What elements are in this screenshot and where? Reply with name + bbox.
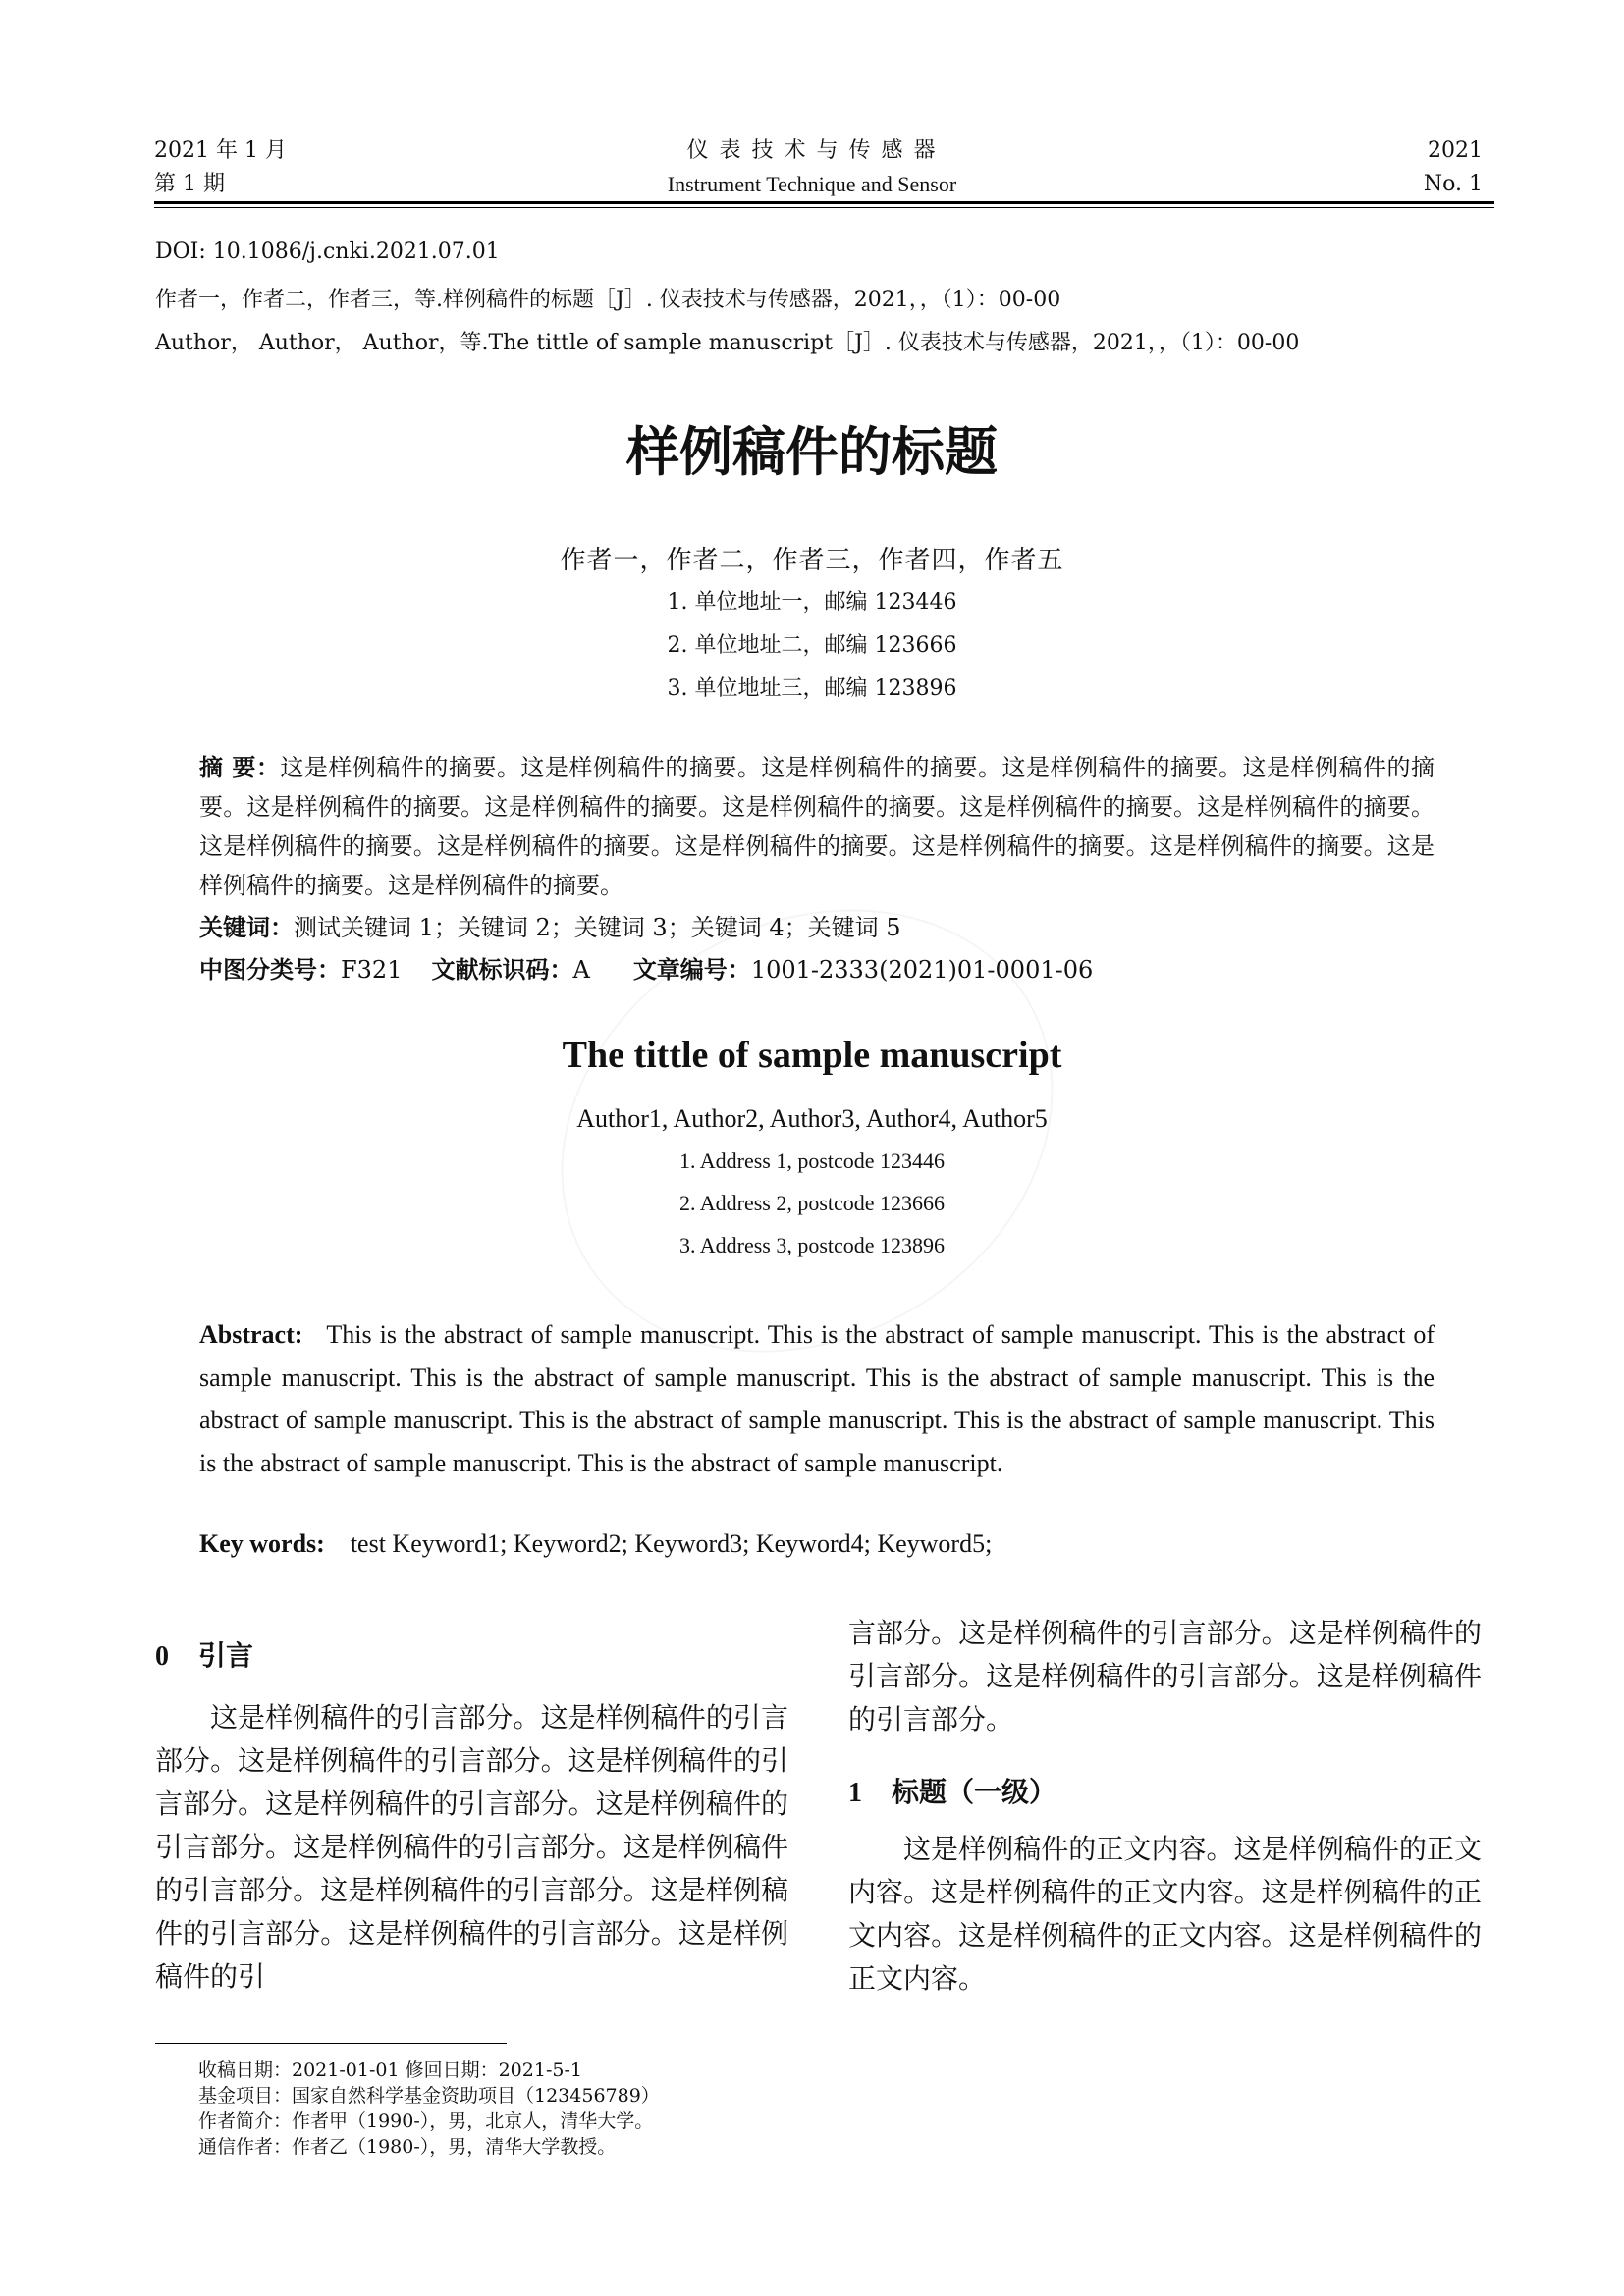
abstract-en-label: Abstract:	[199, 1320, 303, 1349]
keywords-cn-text: 测试关键词 1；关键词 2；关键词 3；关键词 4；关键词 5	[294, 914, 901, 941]
address-cn-3: 3. 单位地址三，邮编 123896	[667, 676, 957, 701]
journal-name-cn: 仪 表 技 术 与 传 感 器	[686, 138, 938, 163]
footnote-rule	[155, 2043, 507, 2044]
citation-cn: 作者一，作者二，作者三，等.样例稿件的标题［J］. 仪表技术与传感器，2021，，（1）：00-00	[155, 288, 1061, 312]
section-0-number: 0	[155, 1641, 169, 1672]
keywords-cn-label: 关键词：	[199, 914, 294, 941]
section-1-heading	[848, 1771, 1056, 1810]
doi-line: DOI: 10.1086/j.cnki.2021.07.01	[155, 240, 500, 264]
authors-cn: 作者一，作者二，作者三，作者四，作者五	[560, 546, 1064, 575]
article-number-value: 1001-2333(2021)01-0001-06	[750, 956, 1094, 984]
keywords-en-label: Key words:	[199, 1529, 325, 1558]
article-number-label: 文章编号：	[632, 956, 751, 984]
footnote-received: 收稿日期：2021-01-01 修回日期：2021-5-1	[198, 2059, 582, 2081]
class-label: 中图分类号：	[199, 956, 341, 984]
abstract-cn	[199, 748, 1435, 905]
class-value: F321	[341, 956, 403, 984]
paper-title-cn: 样例稿件的标题	[626, 421, 998, 483]
header-number: No. 1	[1423, 172, 1483, 196]
address-en-1: 1. Address 1, postcode 123446	[678, 1148, 946, 1173]
address-cn-1: 1. 单位地址一，邮编 123446	[667, 590, 957, 614]
header-year: 2021	[1428, 138, 1483, 163]
header-rule-thick	[154, 201, 1494, 204]
doc-code-value: A	[572, 956, 590, 984]
intro-paragraph-left: 这是样例稿件的引言部分。这是样例稿件的引言部分。这是样例稿件的引言部分。这是样例稿件的引言部分。这是样例稿件的引言部分。这是样例稿件的引言部分。这是样例稿件的引言部分。这是样例稿件的引言部分。这是样例稿件的引言部分。这是样例稿件的引言部分。这是样例稿件的引言部分。这是样例稿件的引	[155, 1701, 788, 1993]
section-1-title: 标题（一级）	[892, 1776, 1057, 1808]
header-issue: 第 1 期	[154, 172, 225, 196]
section-0-heading	[155, 1634, 253, 1674]
paper-title-en: The tittle of sample manuscript	[562, 1035, 1062, 1076]
keywords-en	[199, 1529, 992, 1559]
address-cn-2: 2. 单位地址二，邮编 123666	[667, 633, 957, 658]
abstract-en-text: This is the abstract of sample manuscript. This is the abstract of sample manuscript. This is the abstract of sample manuscript. This is the abstract of sample manuscript. This is the abstract of sample manuscript. This is the abstract of sample manuscript. This is the abstract of sample manuscript. This is the abstract of sample manuscript. This is the abstract of sample manuscript. This is the abstract of sample manuscript.	[199, 1320, 1435, 1477]
footnote-author-bio: 作者简介：作者甲（1990-），男，北京人，清华大学。	[198, 2110, 654, 2132]
abstract-cn-label: 摘 要：	[199, 754, 281, 781]
address-en-3: 3. Address 3, postcode 123896	[678, 1233, 946, 1257]
footnote-corresponding: 通信作者：作者乙（1980-），男，清华大学教授。	[198, 2136, 617, 2158]
doc-code-label: 文献标识码：	[431, 956, 573, 984]
section-1-paragraph: 这是样例稿件的正文内容。这是样例稿件的正文内容。这是样例稿件的正文内容。这是样例稿件的正文内容。这是样例稿件的正文内容。这是样例稿件的正文内容。	[848, 1833, 1482, 1995]
authors-en: Author1, Author2, Author3, Author4, Author5	[576, 1104, 1048, 1133]
intro-paragraph-right: 言部分。这是样例稿件的引言部分。这是样例稿件的引言部分。这是样例稿件的引言部分。这是样例稿件的引言部分。	[848, 1617, 1482, 1735]
header-rule-thin	[154, 207, 1494, 208]
keywords-en-text: test Keyword1; Keyword2; Keyword3; Keyword4; Keyword5;	[350, 1529, 993, 1558]
header-date: 2021 年 1 月	[154, 138, 287, 163]
section-0-title: 引言	[198, 1639, 254, 1672]
footnote-funding: 基金项目：国家自然科学基金资助项目（123456789）	[198, 2085, 660, 2107]
citation-en: Author， Author， Author，等.The tittle of sample manuscript［J］. 仪表技术与传感器，2021，，（1）：00-00	[155, 331, 1300, 355]
address-en-2: 2. Address 2, postcode 123666	[678, 1191, 946, 1215]
journal-name-en: Instrument Technique and Sensor	[667, 172, 957, 196]
abstract-cn-text: 这是样例稿件的摘要。这是样例稿件的摘要。这是样例稿件的摘要。这是样例稿件的摘要。这是样例稿件的摘要。这是样例稿件的摘要。这是样例稿件的摘要。这是样例稿件的摘要。这是样例稿件的摘要。这是样例稿件的摘要。这是样例稿件的摘要。这是样例稿件的摘要。这是样例稿件的摘要。这是样例稿件的摘要。这是样例稿件的摘要。这是样例稿件的摘要。这是样例稿件的摘要。	[199, 754, 1435, 899]
section-1-number: 1	[848, 1778, 862, 1808]
